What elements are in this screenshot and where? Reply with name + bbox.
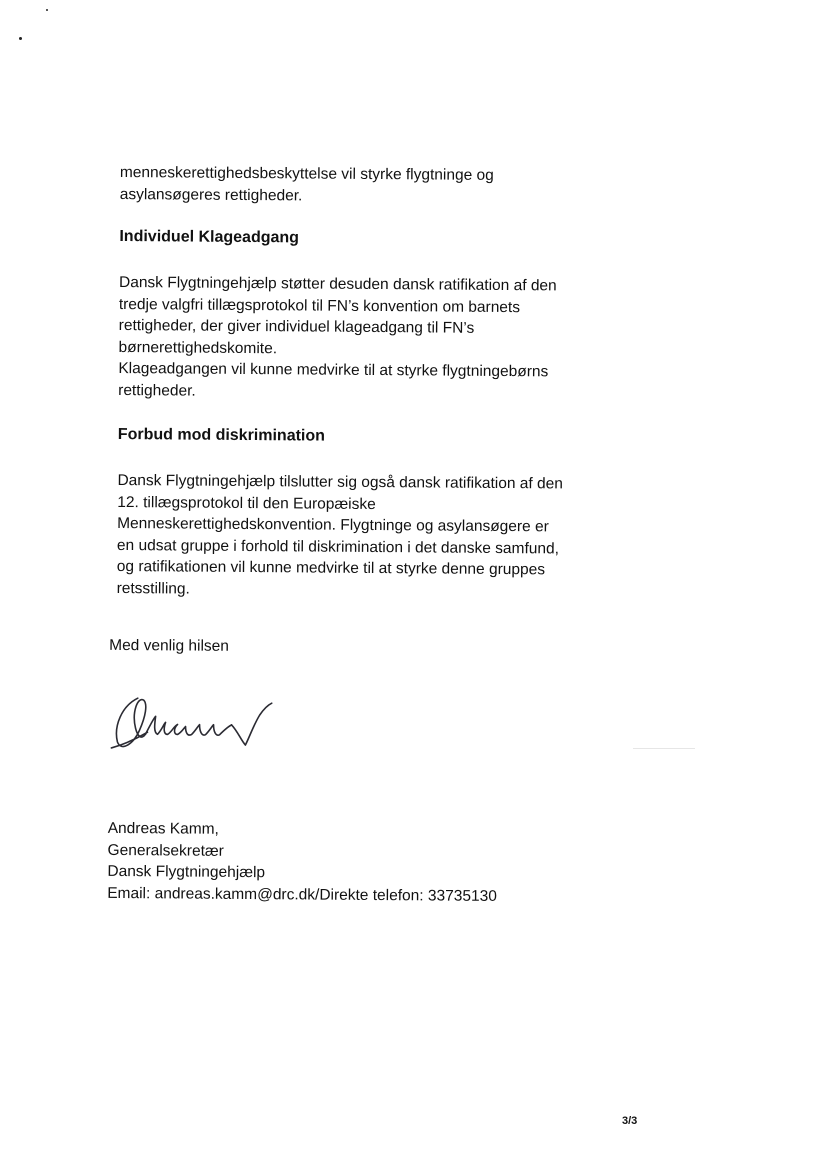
paragraph-line: rettigheder. <box>118 381 196 400</box>
paragraph-line: en udsat gruppe i forhold til diskrimination i det danske samfund, <box>116 536 560 557</box>
signatory-title: Generalsekretær <box>107 841 224 860</box>
section-paragraph-klageadgang <box>118 272 619 405</box>
paragraph-line: Klageadgangen vil kunne medvirke til at styrke flygtningebørns <box>118 359 549 381</box>
paragraph-line: rettigheder, der giver individuel klageadgang til FN’s <box>118 316 475 337</box>
signatory-name: Andreas Kamm, <box>107 819 219 838</box>
closing-greeting: Med venlig hilsen <box>109 636 230 655</box>
paragraph-line: Dansk Flygtningehjælp tilslutter sig også dansk ratifikation af den <box>117 471 563 493</box>
paragraph-line: tredje valgfri tillægsprotokol til FN’s konvention om barnets <box>118 295 521 316</box>
signatory-block <box>107 818 608 908</box>
signatory-organization: Dansk Flygtningehjælp <box>107 862 266 882</box>
paragraph-line: og ratifikationen vil kunne medvirke til at styrke denne gruppes <box>116 557 546 579</box>
paragraph-line: menneskerettighedsbeskyttelse vil styrke flygtninge og <box>119 163 494 184</box>
signatory-contact: Email: andreas.kamm@drc.dk/Direkte telefon: 33735130 <box>107 884 497 905</box>
scan-artifact-line <box>633 748 695 749</box>
paragraph-line: asylansøgeres rettigheder. <box>119 185 303 204</box>
section-heading-diskrimination: Forbud mod diskrimination <box>117 425 326 445</box>
paragraph-line: børnerettighedskomite. <box>118 338 278 357</box>
paragraph-line: retsstilling. <box>116 579 190 598</box>
paragraph-line: Dansk Flygtningehjælp støtter desuden dansk ratifikation af den <box>118 273 557 295</box>
intro-paragraph <box>120 162 620 209</box>
section-paragraph-diskrimination <box>117 470 618 603</box>
handwritten-signature <box>107 688 288 769</box>
paragraph-line: Menneskerettighedskonvention. Flygtninge og asylansøgere er <box>117 514 549 536</box>
section-heading-klageadgang: Individuel Klageadgang <box>119 227 300 247</box>
page-number: 3/3 <box>622 1115 638 1127</box>
paragraph-line: 12. tillægsprotokol til den Europæiske <box>117 493 376 513</box>
